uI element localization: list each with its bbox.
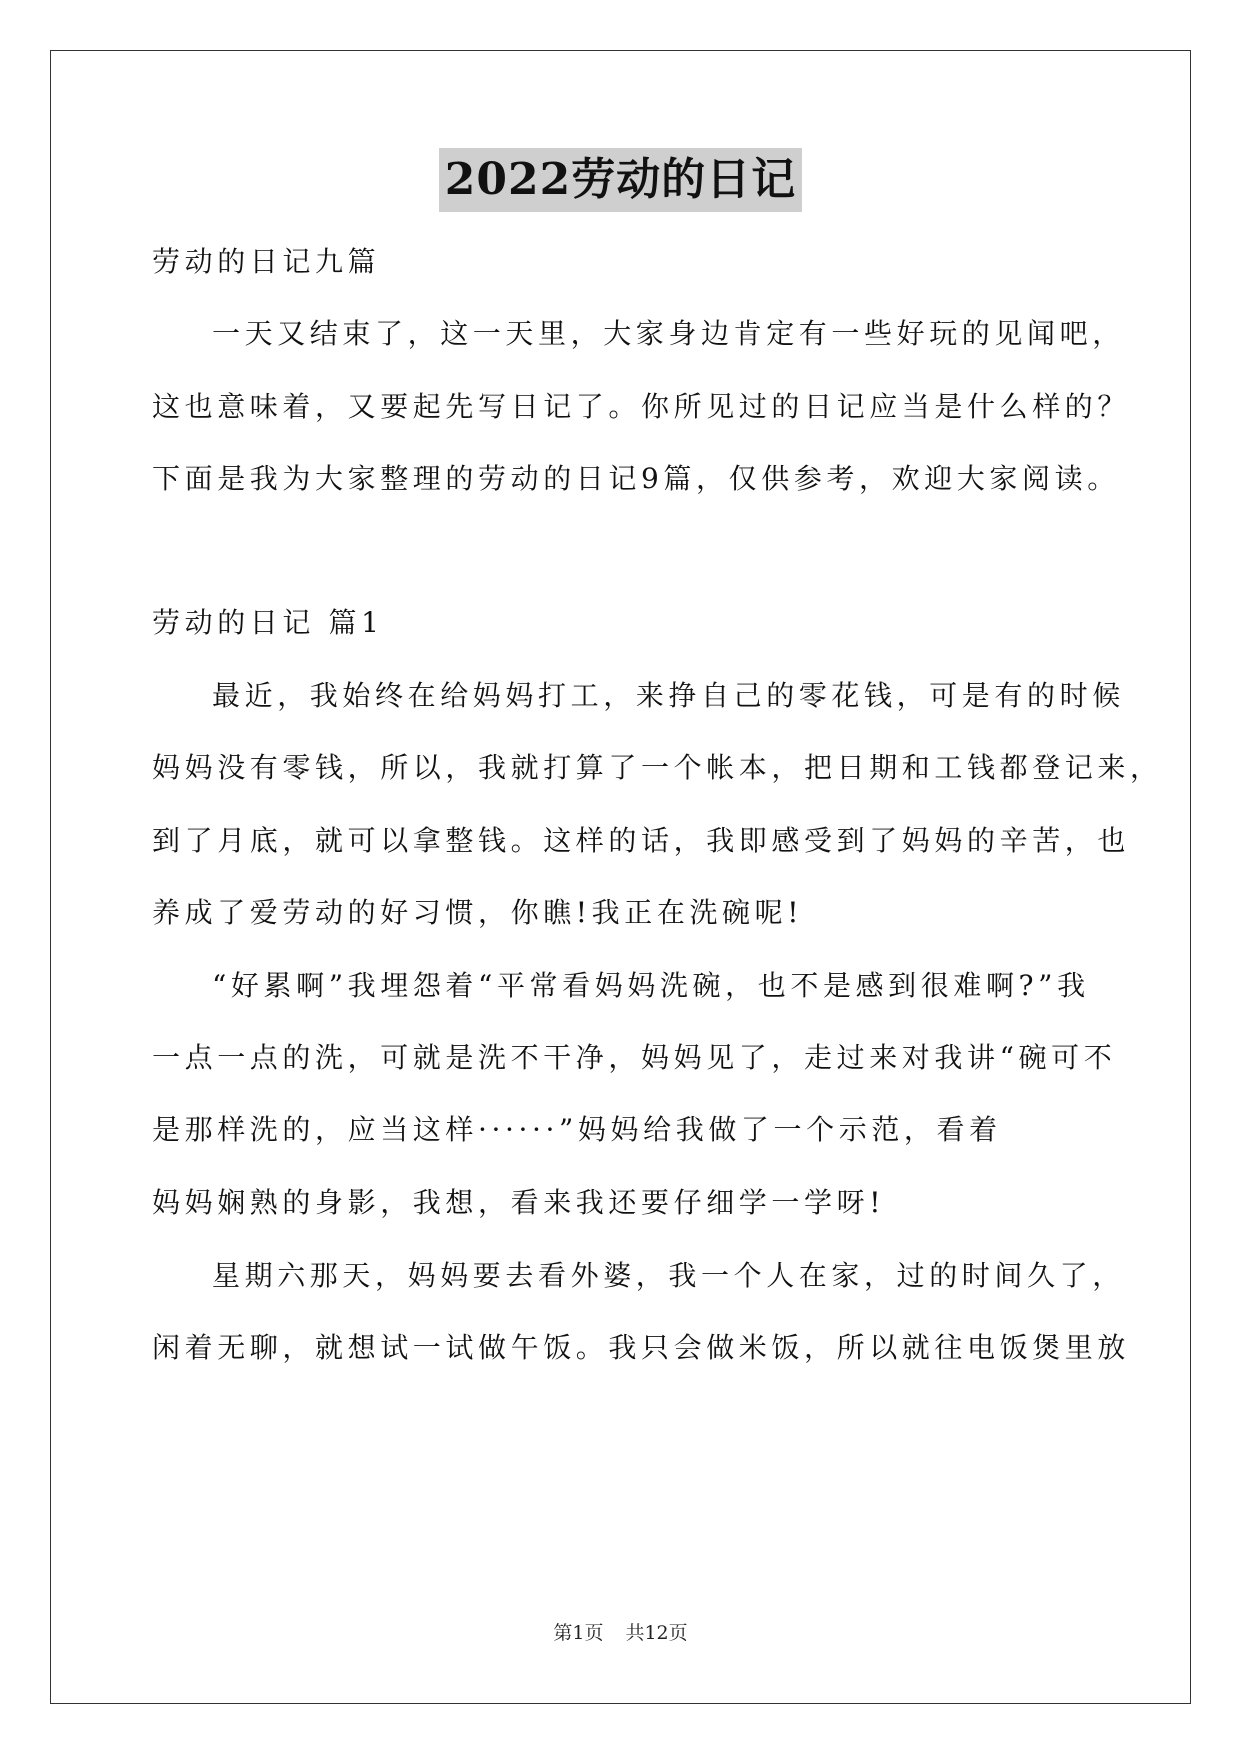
paragraph-line: 最近，我始终在给妈妈打工，来挣自己的零花钱，可是有的时候 bbox=[212, 679, 1125, 712]
page-total: 共12页 bbox=[625, 1622, 688, 1644]
paragraph-line: 妈妈没有零钱，所以，我就打算了一个帐本，把日期和工钱都登记来， bbox=[152, 751, 1163, 784]
paragraph-line: 到了月底，就可以拿整钱。这样的话，我即感受到了妈妈的辛苦，也 bbox=[152, 824, 1131, 857]
intro-line: 这也意味着，又要起先写日记了。你所见过的日记应当是什么样的？ bbox=[152, 390, 1131, 423]
paragraph-line: 养成了爱劳动的好习惯，你瞧!我正在洗碗呢! bbox=[152, 896, 804, 929]
title-container bbox=[0, 148, 1241, 212]
section-heading: 劳动的日记 篇1 bbox=[152, 606, 384, 639]
paragraph-line: 一点一点的洗，可就是洗不干净，妈妈见了，走过来对我讲“碗可不 bbox=[152, 1041, 1117, 1074]
page-border bbox=[50, 50, 1191, 1704]
document-subtitle: 劳动的日记九篇 bbox=[152, 245, 381, 278]
paragraph-line: 是那样洗的，应当这样······”妈妈给我做了一个示范，看着 bbox=[152, 1113, 1002, 1146]
intro-line: 一天又结束了，这一天里，大家身边肯定有一些好玩的见闻吧， bbox=[212, 317, 1125, 350]
paragraph-line: “好累啊”我埋怨着“平常看妈妈洗碗，也不是感到很难啊?”我 bbox=[212, 969, 1090, 1002]
intro-line: 下面是我为大家整理的劳动的日记9篇，仅供参考，欢迎大家阅读。 bbox=[152, 462, 1120, 495]
document-title: 2022劳动的日记 bbox=[439, 148, 802, 212]
paragraph-line: 星期六那天，妈妈要去看外婆，我一个人在家，过的时间久了， bbox=[212, 1259, 1125, 1292]
paragraph-line: 妈妈娴熟的身影，我想，看来我还要仔细学一学呀! bbox=[152, 1186, 886, 1219]
page-number: 第1页 bbox=[553, 1622, 604, 1644]
paragraph-line: 闲着无聊，就想试一试做午饭。我只会做米饭，所以就往电饭煲里放 bbox=[152, 1331, 1131, 1364]
page-footer bbox=[0, 1620, 1241, 1646]
